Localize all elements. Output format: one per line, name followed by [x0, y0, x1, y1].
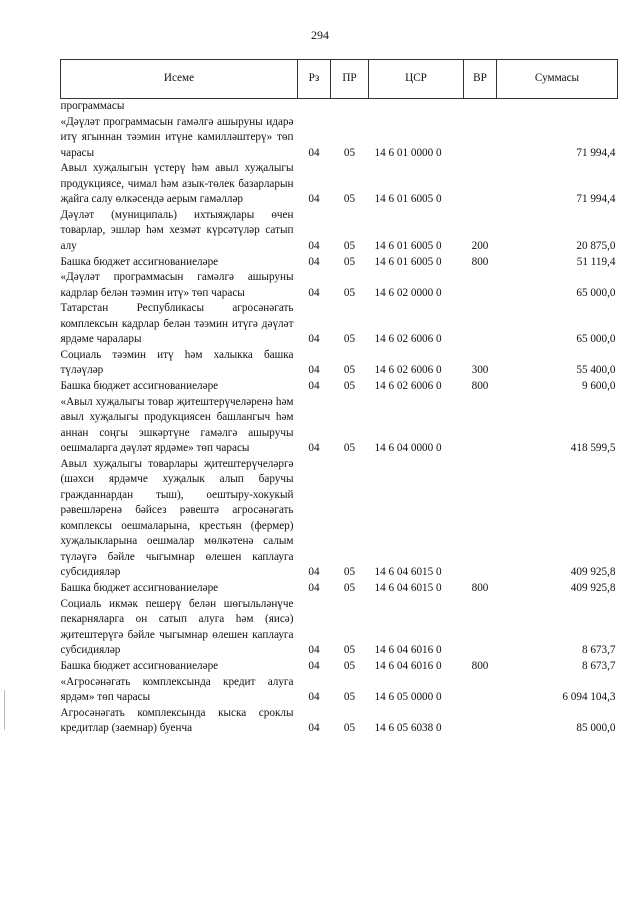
cell-rz: 04 [308, 442, 320, 454]
cell-rz: 04 [308, 286, 320, 299]
table-row [61, 457, 618, 581]
cell-sum: 8 673,7 [581, 660, 616, 672]
cell-vr [464, 395, 497, 457]
table-header-row [61, 60, 618, 99]
header-vr: ВР [464, 60, 497, 99]
cell-csr: 14 6 01 6005 0 [374, 255, 442, 268]
table-row [61, 379, 618, 395]
cell-csr [369, 99, 464, 115]
table-row [61, 395, 618, 457]
cell-csr: 14 6 02 0000 0 [374, 286, 442, 299]
table-row [61, 254, 618, 270]
cell-pr: 05 [343, 333, 356, 345]
cell-pr: 05 [343, 691, 356, 703]
cell-pr: 05 [343, 255, 356, 268]
cell-vr [464, 161, 497, 208]
cell-rz: 04 [308, 193, 320, 205]
cell-name: Социаль икмәк пешерү белән шөгыльләнүче пекарняларга он сатып алуга һәм (яисә) җитештерүгә бәйле чыгымнар өлешен каплауга субсидияләр [60, 597, 294, 656]
cell-sum: 71 994,4 [576, 193, 616, 205]
cell-csr: 14 6 04 0000 0 [374, 442, 442, 454]
cell-name: Авыл хуҗалыгын үстерү һәм авыл хуҗалыгы продукциясе, чимал һәм азык-төлек базарларын җайга салу өлкәсендә аерым гамәлләр [60, 162, 294, 205]
cell-vr [464, 115, 497, 162]
cell-vr [464, 706, 497, 737]
cell-vr: 200 [471, 239, 489, 252]
cell-rz: 04 [308, 660, 320, 672]
cell-vr [464, 301, 497, 348]
cell-rz: 04 [308, 255, 320, 268]
cell-sum: 8 673,7 [581, 644, 616, 656]
page-number: 294 [311, 28, 329, 42]
cell-name: Дәүләт (муниципаль) ихтыяҗлары өчен товарлар, эшләр һәм хезмәт күрсәтүләр сатып алу [60, 208, 294, 252]
cell-pr: 05 [343, 364, 356, 376]
cell-pr: 05 [343, 582, 356, 594]
cell-sum: 6 094 104,3 [562, 691, 616, 703]
cell-csr: 14 6 04 6016 0 [374, 644, 442, 656]
header-sum: Суммасы [497, 60, 618, 99]
cell-sum: 9 600,0 [581, 380, 616, 392]
cell-vr: 800 [471, 582, 489, 594]
cell-rz: 04 [308, 722, 320, 734]
cell-pr: 05 [343, 660, 356, 672]
cell-csr: 14 6 04 6015 0 [374, 566, 442, 578]
cell-sum: 51 119,4 [576, 255, 616, 268]
cell-sum: 409 925,8 [570, 566, 616, 578]
table-row [61, 208, 618, 255]
cell-rz: 04 [308, 691, 320, 703]
header-name: Исеме [61, 60, 298, 99]
cell-name: «Авыл хуҗалыгы товар җитештерүчеләренә һәм авыл хуҗалыгы продукциясен башлангыч һәм аннан соңгы эшкәртүне гамәлгә ашыручы оешмаларга дәүләт ярдәме» төп чарасы [60, 395, 294, 454]
cell-rz: 04 [308, 644, 320, 656]
table-row [61, 161, 618, 208]
cell-pr: 05 [343, 286, 356, 299]
cell-pr: 05 [343, 146, 356, 159]
cell-vr: 800 [471, 660, 489, 672]
cell-name: программасы [60, 100, 125, 112]
cell-name: Агросәнәгать комплексында кыска сроклы кредитлар (заемнар) буенча [60, 706, 294, 734]
cell-vr [464, 270, 497, 301]
table-row [61, 706, 618, 737]
cell-sum: 71 994,4 [576, 146, 616, 159]
budget-table [60, 59, 618, 737]
cell-pr: 05 [343, 193, 356, 205]
table-row [61, 597, 618, 659]
cell-name: Башка бюджет ассигнованиеләре [60, 255, 219, 268]
cell-sum: 409 925,8 [570, 582, 616, 594]
cell-name: Башка бюджет ассигнованиеләре [60, 660, 219, 672]
cell-vr: 800 [471, 255, 489, 268]
cell-sum: 65 000,0 [576, 333, 616, 345]
cell-pr: 05 [343, 239, 356, 252]
header-rz: Рз [298, 60, 331, 99]
cell-sum: 20 875,0 [576, 239, 616, 252]
cell-csr: 14 6 05 0000 0 [374, 691, 442, 703]
cell-sum: 418 599,5 [570, 442, 616, 454]
cell-vr [464, 597, 497, 659]
cell-sum: 85 000,0 [576, 722, 616, 734]
cell-vr: 300 [471, 364, 489, 376]
cell-name: Башка бюджет ассигнованиеләре [60, 380, 219, 392]
cell-csr: 14 6 01 6005 0 [374, 193, 442, 205]
cell-name: Татарстан Республикасы агросәнәгать комплексын кадрлар белән тәэмин итүгә дәүләт ярдәме чаралары [60, 302, 294, 345]
table-row [61, 270, 618, 301]
cell-csr: 14 6 04 6015 0 [374, 582, 442, 594]
cell-name: «Дәүләт программасын гамәлгә ашыруны кадрлар белән тәэмин итү» төп чарасы [60, 271, 294, 299]
cell-vr [464, 457, 497, 581]
table-row [61, 348, 618, 379]
table-row [61, 99, 618, 115]
cell-rz: 04 [308, 364, 320, 376]
margin-mark [4, 690, 5, 730]
cell-rz: 04 [308, 380, 320, 392]
cell-name: «Дәүләт программасын гамәлгә ашыруны идарә итү ягыннан тәэмин итүне камилләштерү» төп чарасы [60, 115, 294, 159]
cell-rz: 04 [308, 566, 320, 578]
cell-rz: 04 [308, 582, 320, 594]
cell-pr [331, 99, 369, 115]
table-row [61, 675, 618, 706]
table-row [61, 659, 618, 675]
cell-rz: 04 [308, 239, 320, 252]
cell-pr: 05 [343, 644, 356, 656]
cell-sum: 55 400,0 [576, 364, 616, 376]
header-csr: ЦСР [369, 60, 464, 99]
cell-vr [464, 675, 497, 706]
cell-name: Авыл хуҗалыгы товарлары җитештерүчеләргә (шәхси ярдәмче хуҗалык алып баручы гражданнардан тыш), оештыру-хокукый рәвешләренә бәйсез рәвештә агросәнәгать комплексы оешмаларына, крестьян (фермер) хуҗалыкларына оешмалар мөлкәтенә салым түләүгә бәйле чыгымнар өлешен каплауга субсидияләр [60, 457, 294, 578]
table-row [61, 581, 618, 597]
cell-csr: 14 6 05 6038 0 [374, 722, 442, 734]
cell-name: Башка бюджет ассигнованиеләре [60, 582, 219, 594]
cell-csr: 14 6 02 6006 0 [374, 364, 442, 376]
cell-csr: 14 6 01 6005 0 [374, 239, 442, 252]
cell-rz [298, 99, 331, 115]
cell-sum: 65 000,0 [576, 286, 616, 299]
cell-csr: 14 6 04 6016 0 [374, 660, 442, 672]
cell-sum [497, 99, 618, 115]
cell-name: Социаль тәэмин итү һәм халыкка башка түләүләр [60, 348, 294, 376]
cell-pr: 05 [343, 566, 356, 578]
cell-rz: 04 [308, 146, 320, 159]
cell-rz: 04 [308, 333, 320, 345]
cell-csr: 14 6 02 6006 0 [374, 380, 442, 392]
header-pr: ПР [331, 60, 369, 99]
cell-pr: 05 [343, 442, 356, 454]
cell-csr: 14 6 02 6006 0 [374, 333, 442, 345]
cell-pr: 05 [343, 722, 356, 734]
cell-pr: 05 [343, 380, 356, 392]
cell-vr [464, 99, 497, 115]
cell-csr: 14 6 01 0000 0 [374, 146, 442, 159]
cell-vr: 800 [471, 380, 489, 392]
table-row [61, 301, 618, 348]
table-row [61, 115, 618, 162]
cell-name: «Агросәнәгать комплексында кредит алуга ярдәм» төп чарасы [60, 675, 294, 703]
